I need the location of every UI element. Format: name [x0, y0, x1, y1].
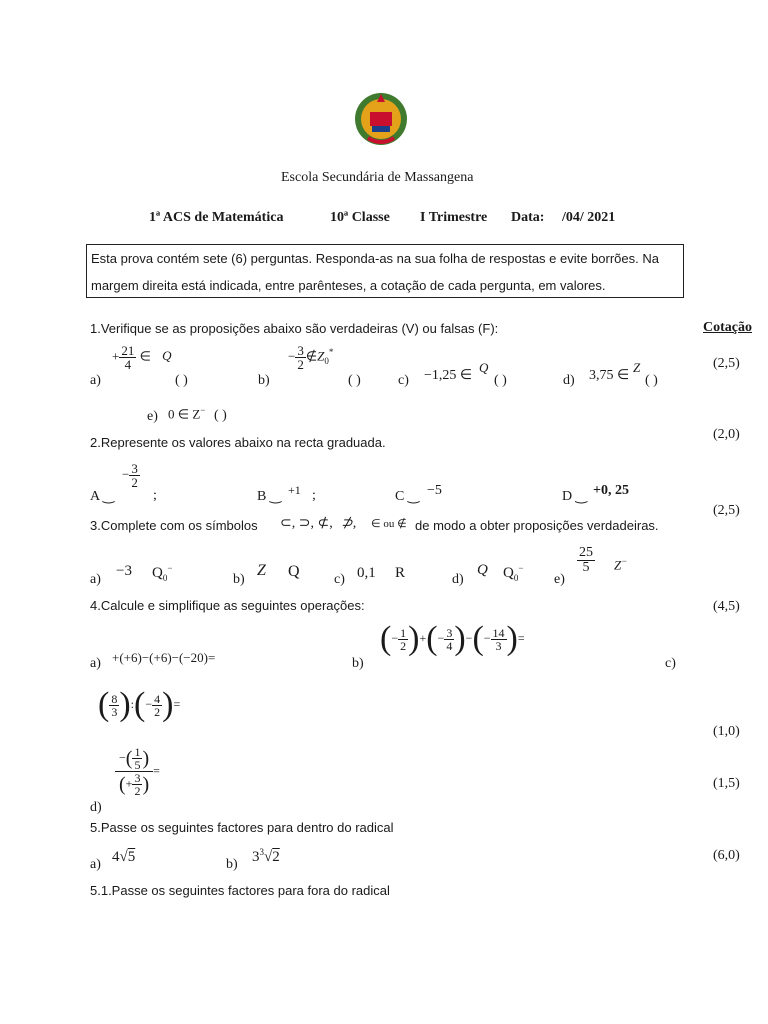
q1-b-blank[interactable]: ( )	[348, 373, 361, 388]
relation: ∉	[305, 348, 318, 364]
score-q1: (2,5)	[713, 356, 740, 371]
q2-A-sep: ;	[153, 488, 157, 503]
score-q3: (2,5)	[713, 503, 740, 518]
exam-title: 1ª ACS de Matemática	[149, 210, 284, 225]
date-label: Data:	[511, 210, 545, 225]
denominator: 5	[582, 560, 590, 575]
q3-e-expr	[577, 546, 595, 575]
score-q4: (4,5)	[713, 599, 740, 614]
instructions-line-1: Esta prova contém sete (6) perguntas. Responda-as na sua folha de respostas e evite borrões. Na	[91, 251, 659, 266]
national-emblem	[352, 88, 410, 150]
set: Z	[317, 348, 325, 364]
q2-C-label: C ‿	[395, 489, 420, 504]
q4-a-label: a)	[90, 656, 101, 671]
radicand: 2	[272, 849, 280, 865]
q4-c-label: c)	[665, 656, 676, 671]
q51-title: 5.1.Passe os seguintes factores para fora do radical	[90, 883, 390, 898]
q4-b-label: b)	[352, 656, 364, 671]
q1-title: 1.Verifique se as proposições abaixo são verdadeiras (V) ou falsas (F):	[90, 321, 499, 336]
q1-e-blank[interactable]: ( )	[214, 408, 227, 423]
q3-c-label: c)	[334, 572, 345, 587]
q2-title: 2.Represente os valores abaixo na recta graduada.	[90, 435, 386, 450]
q3-e-right: Z−	[614, 556, 628, 573]
q3-d-label: d)	[452, 572, 464, 587]
coefficient: 3	[252, 849, 260, 865]
set: Z	[614, 557, 622, 573]
q1-b-expr: − $\frac{3}{2}$ $\notin Z_0^*$	[288, 343, 334, 372]
q3-symbols-1: ⊂, ⊃, ⊄,	[280, 516, 333, 531]
q5-b-expr: $3^3√2$	[252, 847, 280, 865]
q1-e-label: e)	[147, 409, 158, 424]
expr: 0 ∈ Z	[168, 406, 201, 422]
q3-c-left: 0,1	[357, 565, 376, 581]
term: I Trimestre	[420, 210, 488, 225]
q1-d-set: Z	[633, 360, 641, 375]
sign: +	[112, 348, 120, 364]
q3-title-a: 3.Complete com os símbolos	[90, 518, 258, 533]
sign: −	[122, 466, 130, 482]
q5-title: 5.Passe os seguintes factores para dentro do radical	[90, 820, 394, 835]
q3-title-b: de modo a obter proposições verdadeiras.	[415, 518, 659, 533]
coefficient: 4	[112, 849, 120, 865]
school-name: Escola Secundária de Massangena	[281, 170, 474, 185]
q1-c-label: c)	[398, 373, 409, 388]
numerator: 3	[131, 461, 138, 476]
q4-d-expr: −( $\frac{1}{5}$ ) (+ $\frac{3}{2}$ ) =	[115, 746, 160, 797]
q3-d-right: $Q_0^-$	[503, 563, 524, 583]
q4-a-expr: +(+6)−(+6)−(−20)=	[112, 650, 216, 665]
q1-a-expr	[112, 344, 172, 371]
q3-b-label: b)	[233, 572, 245, 587]
q3-c-right: R	[395, 565, 406, 581]
score-q2: (2,0)	[713, 427, 740, 442]
q3-symbols-2: ⊅,	[341, 516, 357, 531]
numerator: 21	[121, 343, 135, 358]
q1-d-label: d)	[563, 373, 575, 388]
q2-A-expr	[122, 462, 140, 489]
score-q4d: (1,5)	[713, 776, 740, 791]
q2-D-val: +0, 25	[593, 483, 629, 498]
q5-a-label: a)	[90, 857, 101, 872]
q2-A-label: A ‿	[90, 489, 115, 504]
denominator: 2	[297, 357, 304, 372]
q1-c-expr: −1,25 ∈	[424, 368, 473, 383]
denominator: 2	[131, 475, 138, 490]
q1-a-blank[interactable]: ( )	[175, 373, 188, 388]
q1-c-blank[interactable]: ( )	[494, 373, 507, 388]
q1-a-label: a)	[90, 373, 101, 388]
q3-b-left: Z	[257, 562, 266, 579]
set: Q	[152, 565, 163, 581]
grade: 10ª Classe	[330, 210, 390, 225]
q4-b-expr: (− $\frac{1}{2}$ )+(− $\frac{3}{4}$ )−(− $\frac{14}{3}$ )=	[380, 620, 525, 657]
q3-a-label: a)	[90, 572, 101, 587]
q4-d-label: d)	[90, 800, 102, 815]
q3-d-left: Q	[477, 562, 488, 578]
q2-B-label: B ‿	[257, 489, 282, 504]
numerator: 3	[297, 343, 304, 358]
q1-d-blank[interactable]: ( )	[645, 373, 658, 388]
q4-title: 4.Calcule e simplifique as seguintes operações:	[90, 598, 365, 613]
q1-c-set: Q	[479, 360, 489, 375]
q1-e-expr: 0 ∈ Z−	[168, 405, 206, 422]
q3-a-left: −3	[116, 563, 132, 579]
index: 3	[259, 847, 264, 857]
q2-D-label: D ‿	[562, 489, 587, 504]
date-value: /04/ 2021	[562, 210, 616, 225]
score-q4c: (1,0)	[713, 724, 740, 739]
q5-b-label: b)	[226, 857, 238, 872]
q3-symbols-3: ∈ ou ∉	[371, 518, 407, 530]
q1-b-label: b)	[258, 373, 270, 388]
numerator: 25	[579, 545, 593, 560]
q3-a-right: $Q_0^-$	[152, 563, 173, 583]
sign: −	[288, 348, 296, 364]
q2-B-val: +1	[288, 483, 301, 497]
radicand: 5	[127, 849, 136, 865]
instructions-line-2: margem direita está indicada, entre parênteses, a cotação de cada pergunta, em valores.	[91, 278, 606, 293]
cotacao-header: Cotação	[703, 320, 752, 335]
q4-c-expr: ( $\frac{8}{3}$ ):(− $\frac{4}{2}$ )=	[98, 686, 181, 723]
q2-B-sep: ;	[312, 488, 316, 503]
score-q5: (6,0)	[713, 848, 740, 863]
denominator: 4	[124, 357, 132, 372]
relation: ∈	[139, 348, 151, 364]
set: Q	[162, 348, 172, 364]
q5-a-expr: 4√5	[112, 849, 136, 865]
q2-C-val: −5	[427, 483, 442, 498]
set: Q	[503, 565, 514, 581]
q3-b-right: Q	[288, 563, 300, 580]
q1-d-expr: 3,75 ∈	[589, 368, 630, 383]
q3-e-label: e)	[554, 572, 565, 587]
